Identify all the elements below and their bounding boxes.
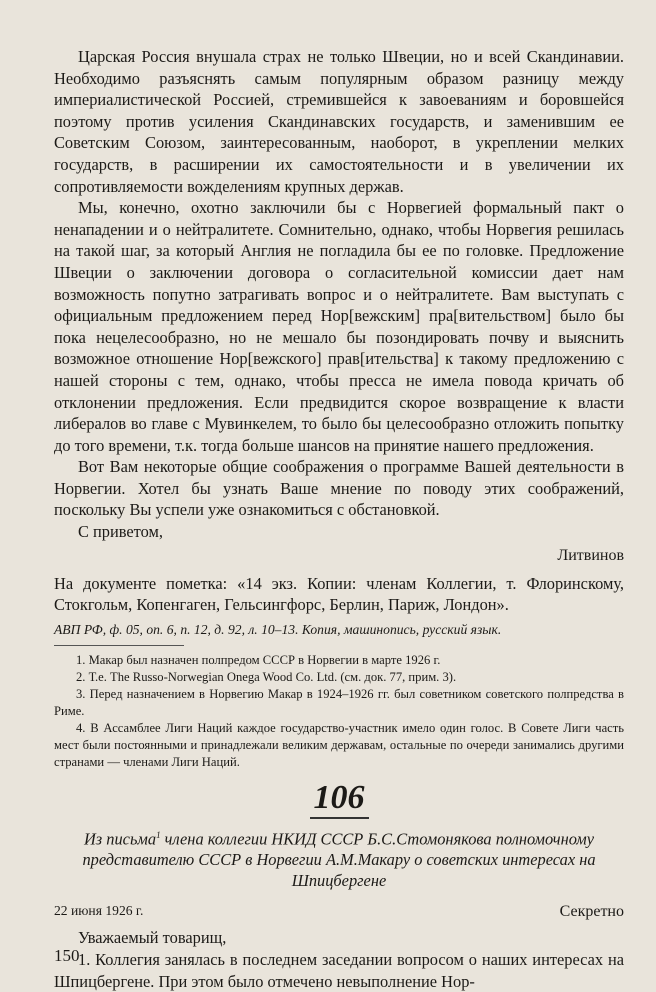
footnote-2: 2. Т.е. The Russo-Norwegian Onega Wood Co. Ltd. (см. док. 77, прим. 3). (76, 669, 457, 684)
document-title (54, 825, 624, 891)
footnote-1: 1. Макар был назначен полпредом СССР в Норвегии в марте 1926 г. (76, 652, 441, 667)
archive-source: АВП РФ, ф. 05, оп. 6, п. 12, д. 92, л. 10–13. Копия, машинопись, русский язык. (54, 621, 502, 637)
footnote-3: 3. Перед назначением в Норвегию Макар в 1924–1926 гг. был советником советского полпредства в Риме. (54, 686, 624, 718)
signature: Литвинов (557, 546, 624, 564)
document-date: 22 июня 1926 г. (54, 903, 144, 919)
footnotes (54, 652, 624, 771)
paragraph-2: Мы, конечно, охотно заключили бы с Норвегией формальный пакт о ненападении и о нейтралитете. Сомнительно, однако, чтобы Норвегия решилась на такой шаг, за который Англия не погладила бы ее по головке. Предложение Швеции о заключении договора о согласительной комиссии дает нам возможность попутно затрагивать вопрос и о нейтралитете. Вам выступать с официальным предложением перед Нор[вежским] пра[вительством] было бы пока нецелесообразно, но не мешало бы позондировать почву и выяснить возможное отношение Нор[вежского] прав[ительства] к такому предложению с нашей стороны с тем, однако, чтобы пресса не имела повода кричать об отклонении предложения. Если предвидится скорое возвращение к власти либералов во главе с Мувинкелем, то было бы целесообразно отложить попытку до того времени, т.к. тогда больше шансов на принятие нашего предложения. (54, 198, 624, 455)
document-number-value: 106 (310, 779, 369, 819)
paragraph-4: С приветом, (78, 522, 163, 542)
letter-body (54, 46, 624, 992)
document-title-part1: Из письма (83, 829, 157, 849)
paragraph-3: Вот Вам некоторые общие соображения о программе Вашей деятельности в Норвегии. Хотел бы узнать Ваше мнение по поводу этих соображений, поскольку Вы успели уже ознакомиться с обстановкой. (54, 457, 624, 520)
footnote-divider (54, 645, 184, 646)
paragraph-1: Царская Россия внушала страх не только Швеции, но и всей Скандинавии. Необходимо разъяснять самым популярным образом разницу между империалистической Россией, стремившейся к завоеваниям и боровшейся поэтому против усиления Скандинавских государств, и заменившим ее Советским Союзом, заинтересованным, наоборот, в укреплении мелких государств, в расширении их самостоятельности и в увеличении их сопротивляемости вожделениям крупных держав. (54, 47, 624, 196)
document-title-part2: члена коллегии НКИД СССР Б.С.Стомонякова полномочному представителю СССР в Норвегии А.М.Макару о советских интересах на Шпицбергене (82, 829, 596, 891)
footnote-marker: 1 (156, 829, 161, 840)
footnote-4: 4. В Ассамблее Лиги Наций каждое государство-участник имело один голос. В Совете Лиги часть мест были постоянными и принадлежали великим державам, остальные по очереди занимались другими странами — членами Лиги Наций. (54, 720, 624, 769)
dateline (54, 903, 624, 921)
greeting: Уважаемый товарищ, (78, 928, 227, 948)
first-paragraph: 1. Коллегия занялась в последнем заседании вопросом о наших интересах на Шпицбергене. При этом было отмечено невыполнение Нор- (54, 949, 624, 991)
second-letter-body (54, 927, 624, 992)
document-number (54, 779, 624, 819)
document-note: На документе пометка: «14 экз. Копии: членам Коллегии, т. Флоринскому, Стокгольм, Копенгаген, Гельсингфорс, Берлин, Париж, Лондон». (54, 573, 624, 615)
page-number: 150 (54, 946, 80, 965)
classification: Секретно (559, 903, 624, 921)
